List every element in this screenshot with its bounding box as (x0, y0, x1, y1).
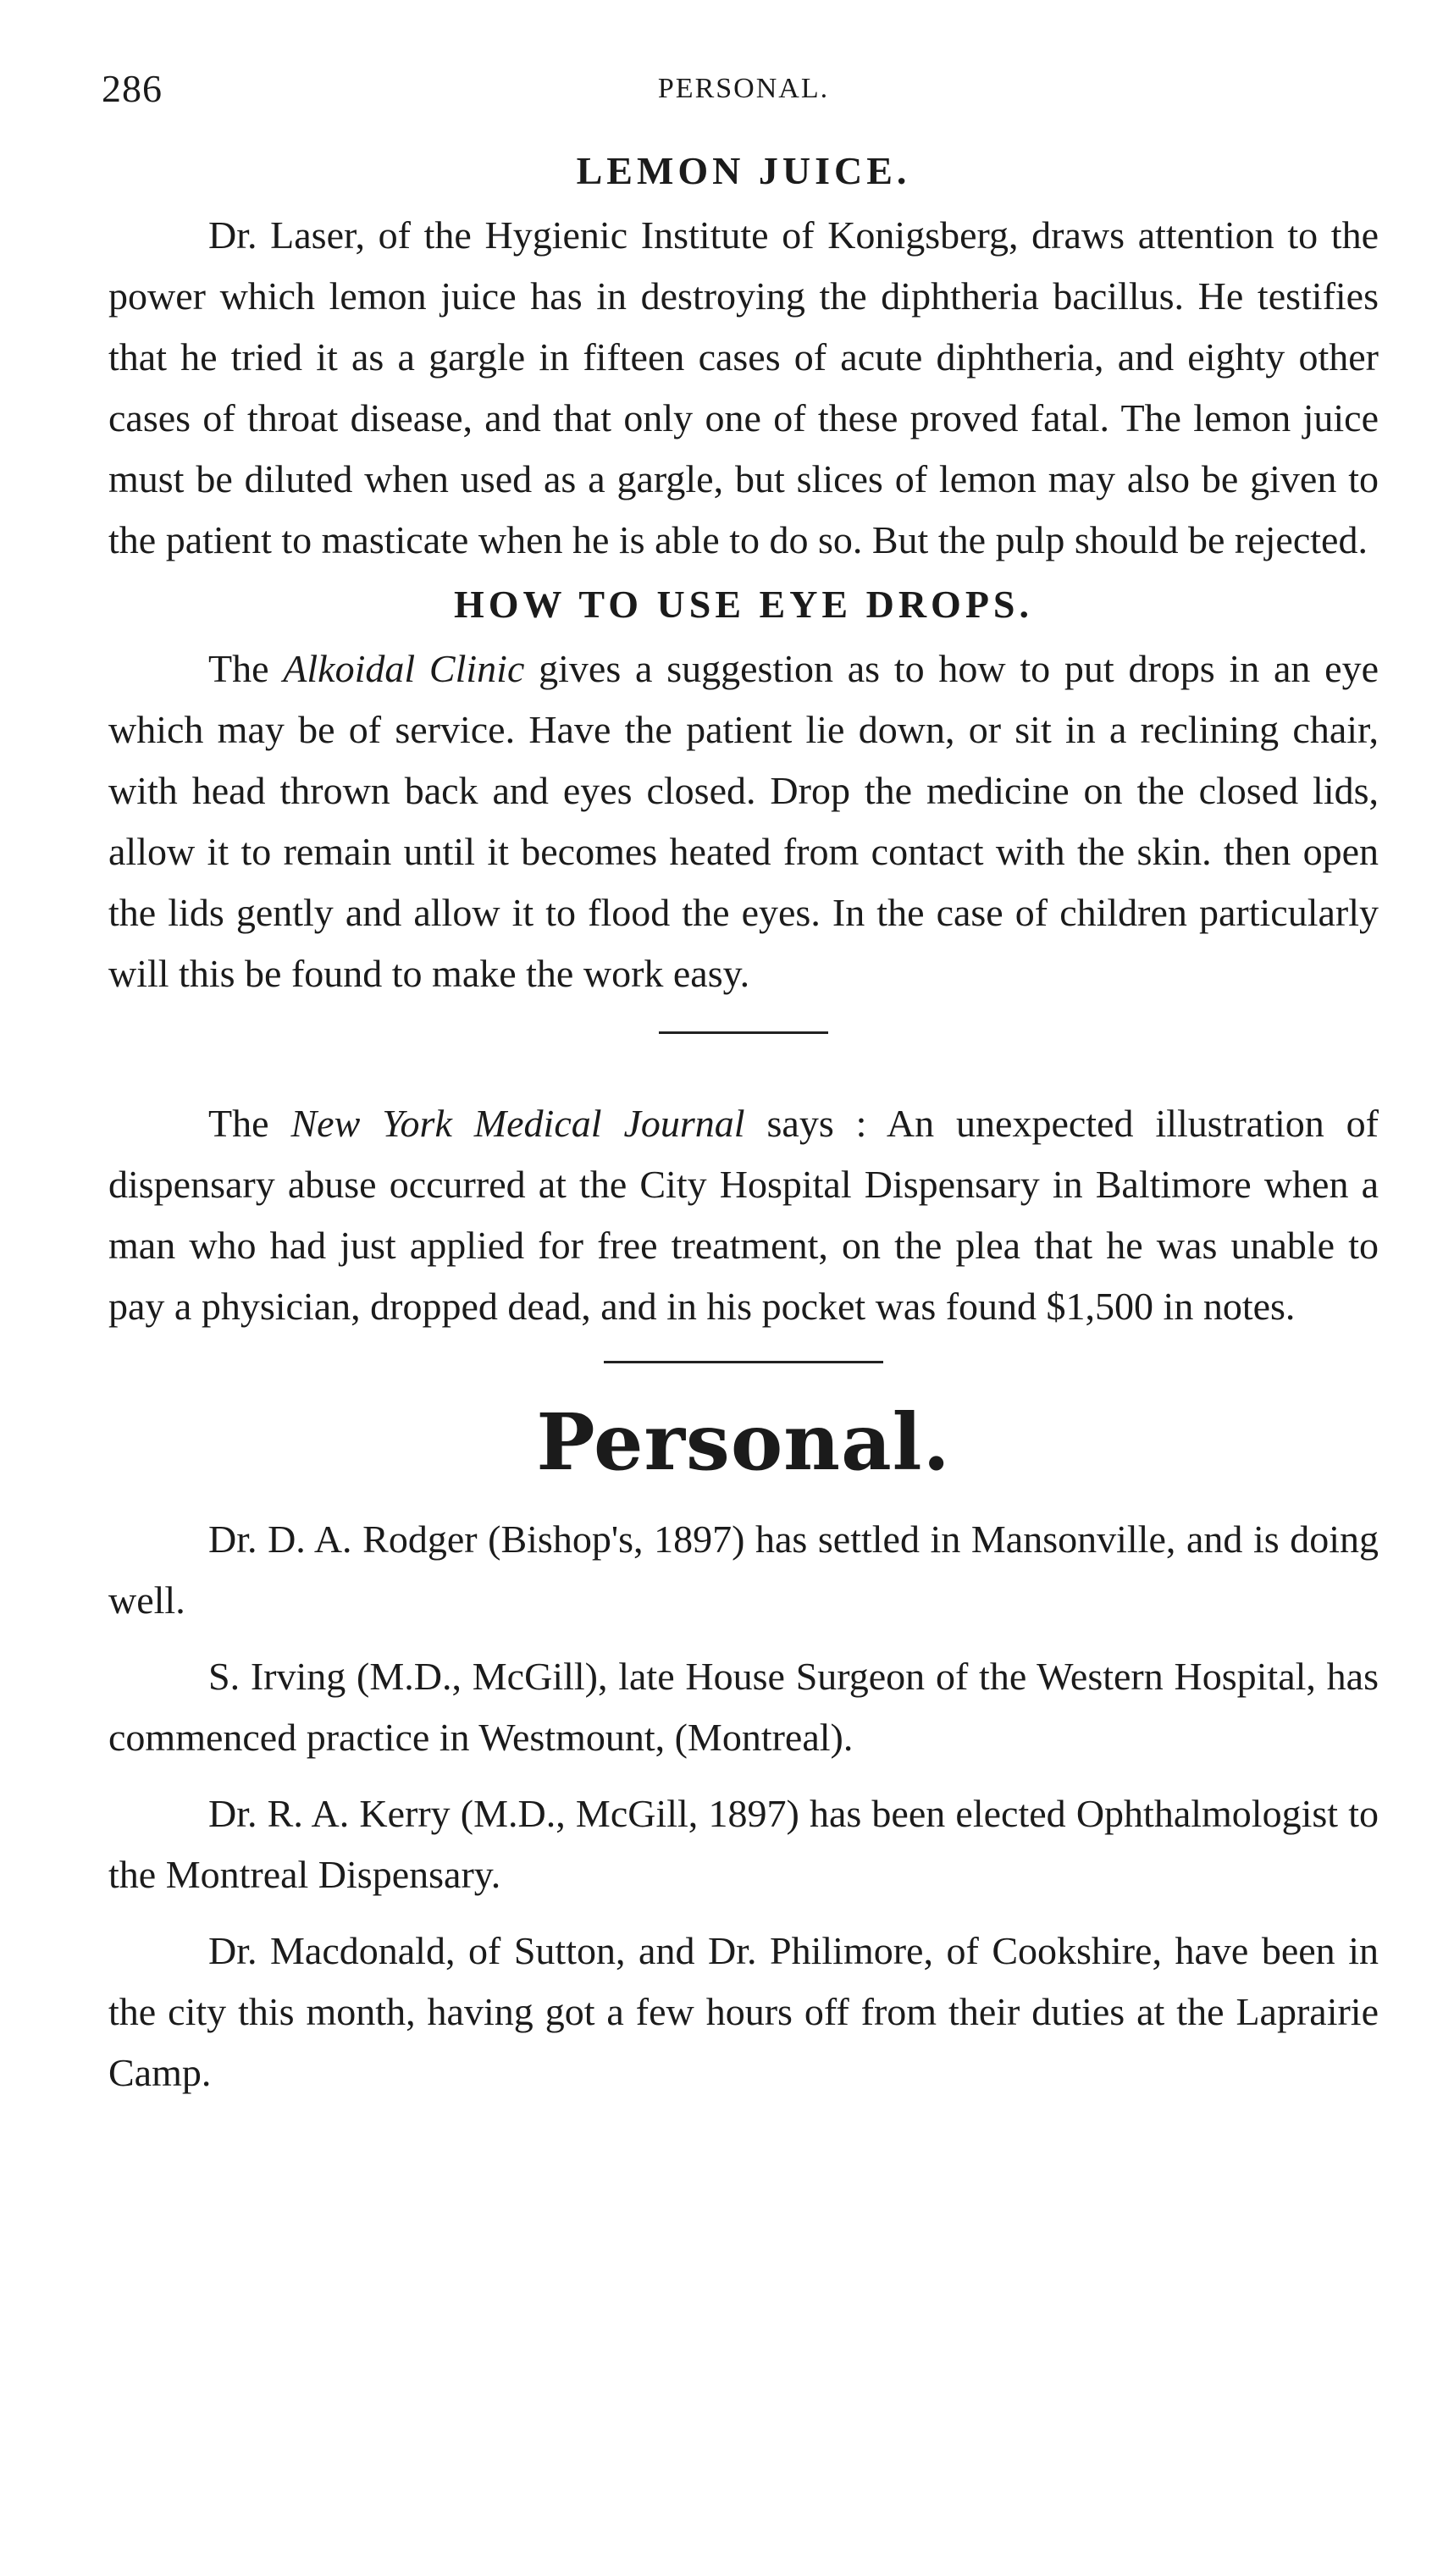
running-title: PERSONAL. (657, 73, 830, 104)
eye-drops-paragraph (108, 638, 1379, 1004)
running-head (102, 59, 1379, 119)
lemon-juice-heading: LEMON JUICE. (576, 149, 911, 192)
personal-heading: Personal. (536, 1396, 951, 1488)
eye-drops-article (108, 571, 1379, 1004)
eye-drops-heading: HOW TO USE EYE DROPS. (454, 583, 1033, 626)
lemon-juice-article (108, 137, 1379, 571)
dispensary-source: New York Medical Journal (290, 1102, 745, 1145)
personal-item: Dr. Macdonald, of Sutton, and Dr. Philimore, of Cookshire, have been in the city this month, having got a few hours off from their duties at the Laprairie Camp. (108, 1929, 1379, 2094)
section-divider-long (604, 1361, 883, 1363)
section-divider-short (659, 1031, 828, 1034)
page-number: 286 (102, 67, 163, 110)
personal-section (108, 1396, 1379, 2103)
eye-drops-source: Alkoidal Clinic (283, 647, 525, 690)
personal-item: Dr. R. A. Kerry (M.D., McGill, 1897) has been elected Ophthalmologist to the Montreal Dispensary. (108, 1792, 1379, 1896)
eye-drops-text-lead: The (208, 647, 284, 690)
personal-item: S. Irving (M.D., McGill), late House Surgeon of the Western Hospital, has commenced practice in Westmount, (Montreal). (108, 1655, 1379, 1759)
eye-drops-text-body: gives a suggestion as to how to put drops in an eye which may be of service. Have the patient lie down, or sit in a reclining chair, with head thrown back and eyes closed. Drop the medicine on the closed lids, allow it to remain until it becomes heated from contact with the skin. then open the lids gently and allow it to flood the eyes. In the case of children particularly will this be found to make the work easy. (108, 647, 1379, 995)
lemon-juice-paragraph: Dr. Laser, of the Hygienic Institute of Konigsberg, draws attention to the power which lemon juice has in destroying the diphtheria bacillus. He testifies that he tried it as a gargle in fifteen cases of acute diphtheria, and eighty other cases of throat disease, and that only one of these proved fatal. The lemon juice must be diluted when used as a gargle, but slices of lemon may also be given to the patient to masticate when he is able to do so. But the pulp should be rejected. (108, 213, 1379, 561)
document-page (102, 59, 1379, 2119)
dispensary-text-lead: The (208, 1102, 291, 1145)
dispensary-text-body: says : An unexpected illustration of dispensary abuse occurred at the City Hospital Dispensary in Baltimore when a man who had just applied for free treatment, on the plea that he was unable to pay a physician, dropped dead, and in his pocket was found $1,500 in notes. (108, 1102, 1379, 1328)
dispensary-paragraph (108, 1093, 1379, 1337)
dispensary-article (108, 1093, 1379, 1337)
personal-item: Dr. D. A. Rodger (Bishop's, 1897) has settled in Mansonville, and is doing well. (108, 1517, 1379, 1622)
